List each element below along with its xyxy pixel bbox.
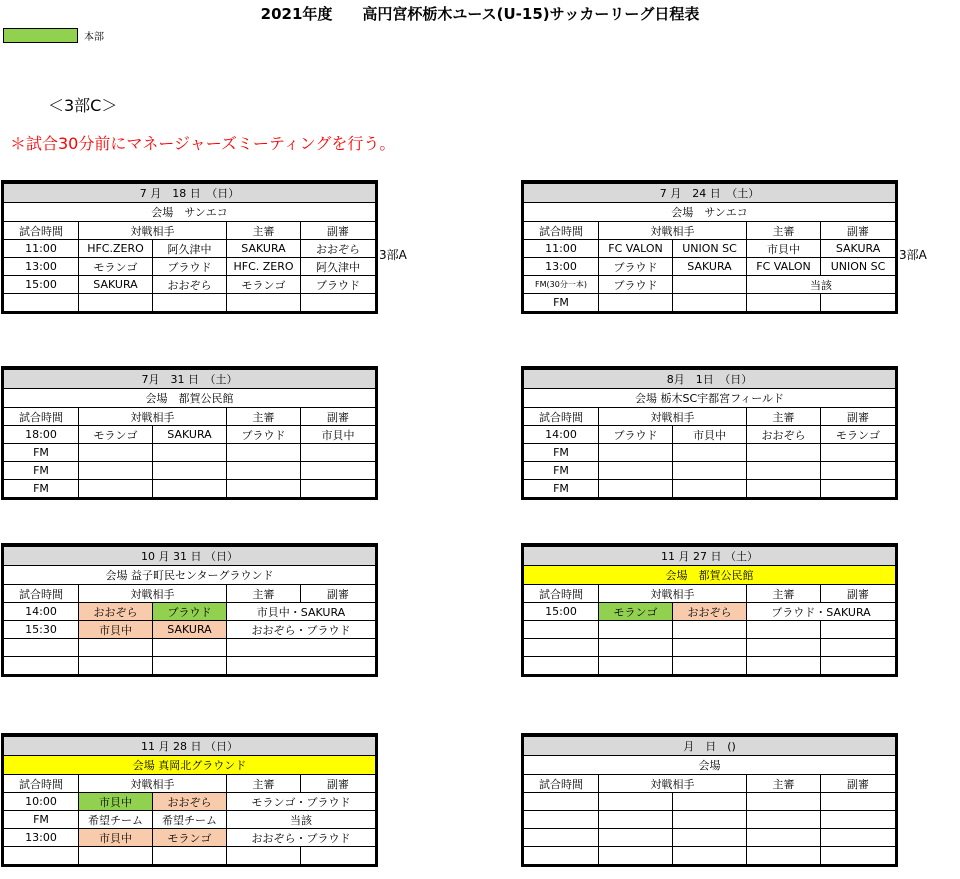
venue-name: 会場 真岡北グラウンド [4, 756, 376, 775]
team-2: おおぞら [673, 603, 747, 621]
officials: 市貝中・SAKURA [227, 603, 376, 621]
header-assistant: 副審 [821, 585, 896, 603]
match-row [4, 847, 376, 865]
match-row [4, 294, 376, 312]
header-time: 試合時間 [4, 222, 79, 240]
match-row [524, 639, 896, 657]
match-row [524, 240, 896, 258]
match-row [4, 426, 376, 444]
assistant-referee [301, 294, 376, 312]
match-time: 13:00 [524, 258, 599, 276]
team-1 [599, 480, 673, 498]
team-2 [673, 294, 747, 312]
team-2 [153, 480, 227, 498]
match-time: FM [524, 462, 599, 480]
match-time: FM [4, 811, 79, 829]
match-time [524, 829, 599, 847]
date-row [524, 183, 896, 203]
header-opponents: 対戦相手 [79, 585, 227, 603]
header-opponents: 対戦相手 [79, 408, 227, 426]
match-row [524, 603, 896, 621]
team-2: SAKURA [673, 258, 747, 276]
team-1 [599, 847, 673, 865]
team-1: SAKURA [79, 276, 153, 294]
team-2 [153, 639, 227, 657]
match-row [4, 793, 376, 811]
team-1: 市貝中 [79, 793, 153, 811]
team-1 [599, 811, 673, 829]
match-time: 15:30 [4, 621, 79, 639]
team-1 [599, 294, 673, 312]
page-title: 2021年度 高円宮杯栃木ユース(U-15)サッカーリーグ日程表 [260, 5, 700, 23]
schedule-table [3, 735, 376, 865]
referee: HFC. ZERO [227, 258, 301, 276]
team-1: モランゴ [79, 258, 153, 276]
team-1: 希望チーム [79, 811, 153, 829]
team-2 [673, 276, 747, 294]
officials [227, 639, 376, 657]
match-row [4, 258, 376, 276]
team-2: おおぞら [153, 793, 227, 811]
match-time [4, 639, 79, 657]
header-row [4, 775, 376, 793]
match-date: 月 日 () [524, 736, 896, 756]
venue-row [4, 756, 376, 775]
header-opponents: 対戦相手 [599, 585, 747, 603]
match-time [524, 811, 599, 829]
team-1: 市貝中 [79, 621, 153, 639]
side-note: 3部A [899, 248, 927, 262]
team-2: ブラウド [153, 258, 227, 276]
schedule-block [521, 733, 898, 867]
team-2 [153, 847, 227, 865]
referee: FC VALON [747, 258, 821, 276]
officials: おおぞら・ブラウド [227, 621, 376, 639]
match-row [4, 276, 376, 294]
schedule-table [3, 182, 376, 312]
match-row [524, 811, 896, 829]
match-time: 14:00 [524, 426, 599, 444]
date-row [524, 369, 896, 389]
assistant-referee [301, 444, 376, 462]
team-2 [673, 657, 747, 675]
header-row [524, 222, 896, 240]
schedule-block [521, 543, 898, 677]
team-2: ブラウド [153, 603, 227, 621]
team-2 [673, 811, 747, 829]
team-1 [79, 480, 153, 498]
header-referee: 主審 [227, 585, 301, 603]
venue-name: 会場 サンエコ [524, 203, 896, 222]
assistant-referee [821, 811, 896, 829]
match-time [4, 657, 79, 675]
assistant-referee [821, 294, 896, 312]
assistant-referee [821, 657, 896, 675]
team-2 [153, 657, 227, 675]
header-time: 試合時間 [524, 775, 599, 793]
header-referee: 主審 [227, 775, 301, 793]
team-1 [79, 657, 153, 675]
venue-row [4, 389, 376, 408]
referee [227, 294, 301, 312]
referee [227, 847, 301, 865]
venue-name: 会場 益子町民センターグラウンド [4, 566, 376, 585]
header-assistant: 副審 [821, 775, 896, 793]
header-time: 試合時間 [524, 222, 599, 240]
schedule-table [3, 545, 376, 675]
assistant-referee [301, 480, 376, 498]
header-time: 試合時間 [4, 408, 79, 426]
match-time: FM [4, 480, 79, 498]
match-row [524, 847, 896, 865]
header-time: 試合時間 [4, 775, 79, 793]
date-row [4, 183, 376, 203]
match-row [4, 811, 376, 829]
match-row [524, 294, 896, 312]
match-row [4, 444, 376, 462]
meeting-notice: ＊試合30分前にマネージャーズミーティングを行う。 [10, 134, 396, 153]
referee [227, 480, 301, 498]
referee [747, 444, 821, 462]
assistant-referee: SAKURA [821, 240, 896, 258]
header-time: 試合時間 [524, 585, 599, 603]
team-1: FC VALON [599, 240, 673, 258]
match-row [524, 657, 896, 675]
assistant-referee [301, 847, 376, 865]
referee: おおぞら [747, 426, 821, 444]
match-row [524, 444, 896, 462]
header-assistant: 副審 [301, 222, 376, 240]
header-row [524, 775, 896, 793]
match-row [524, 426, 896, 444]
match-time [524, 657, 599, 675]
team-2: おおぞら [153, 276, 227, 294]
assistant-referee [301, 462, 376, 480]
header-opponents: 対戦相手 [79, 775, 227, 793]
date-row [524, 736, 896, 756]
schedule-block [1, 543, 378, 677]
officials: モランゴ・ブラウド [227, 793, 376, 811]
team-2: SAKURA [153, 426, 227, 444]
match-time [524, 621, 599, 639]
date-row [4, 369, 376, 389]
match-date: 7 月 24 日 （土） [524, 183, 896, 203]
match-time: 15:00 [524, 603, 599, 621]
team-1 [79, 847, 153, 865]
match-time: 15:00 [4, 276, 79, 294]
match-time: 18:00 [4, 426, 79, 444]
header-referee: 主審 [227, 222, 301, 240]
venue-row [524, 756, 896, 775]
header-time: 試合時間 [524, 408, 599, 426]
match-row [4, 639, 376, 657]
division-heading: ＜3部C＞ [48, 96, 118, 115]
date-row [524, 546, 896, 566]
match-time: 11:00 [4, 240, 79, 258]
team-1: モランゴ [79, 426, 153, 444]
team-1 [599, 462, 673, 480]
match-row [4, 462, 376, 480]
header-time: 試合時間 [4, 585, 79, 603]
header-referee: 主審 [747, 775, 821, 793]
referee [747, 294, 821, 312]
team-2 [153, 294, 227, 312]
schedule-table [3, 368, 376, 498]
venue-name: 会場 [524, 756, 896, 775]
match-row [4, 829, 376, 847]
match-time [524, 793, 599, 811]
header-opponents: 対戦相手 [79, 222, 227, 240]
venue-row [4, 566, 376, 585]
referee [227, 462, 301, 480]
team-1 [79, 639, 153, 657]
header-assistant: 副審 [301, 775, 376, 793]
venue-name: 会場 サンエコ [4, 203, 376, 222]
team-1 [599, 444, 673, 462]
match-date: 10 月 31 日 （日） [4, 546, 376, 566]
match-time: 11:00 [524, 240, 599, 258]
side-note: 3部A [379, 248, 407, 262]
team-1: 市貝中 [79, 829, 153, 847]
officials: 当該 [747, 276, 896, 294]
date-row [4, 736, 376, 756]
assistant-referee: ブラウド [301, 276, 376, 294]
referee [747, 621, 821, 639]
schedule-block [1, 366, 378, 500]
referee [227, 444, 301, 462]
team-1: ブラウド [599, 426, 673, 444]
referee [747, 462, 821, 480]
match-row [524, 793, 896, 811]
match-date: 11 月 28 日 （日） [4, 736, 376, 756]
match-time: 14:00 [4, 603, 79, 621]
header-assistant: 副審 [821, 222, 896, 240]
match-row [4, 240, 376, 258]
match-time: FM [4, 444, 79, 462]
match-date: 8月 1日 （日） [524, 369, 896, 389]
match-time: 10:00 [4, 793, 79, 811]
legend-label: 本部 [84, 32, 104, 43]
header-row [524, 585, 896, 603]
assistant-referee [821, 793, 896, 811]
team-1 [599, 639, 673, 657]
schedule-block [521, 366, 898, 500]
assistant-referee [821, 444, 896, 462]
match-time [524, 639, 599, 657]
match-time: FM [524, 480, 599, 498]
team-1: おおぞら [79, 603, 153, 621]
header-row [4, 222, 376, 240]
header-row [4, 408, 376, 426]
schedule-table [523, 545, 896, 675]
header-row [4, 585, 376, 603]
match-time [524, 847, 599, 865]
match-row [524, 258, 896, 276]
team-1: ブラウド [599, 258, 673, 276]
referee: ブラウド [227, 426, 301, 444]
header-row [524, 408, 896, 426]
team-1 [599, 829, 673, 847]
match-time: 13:00 [4, 829, 79, 847]
assistant-referee: 市貝中 [301, 426, 376, 444]
match-time: 13:00 [4, 258, 79, 276]
team-1: モランゴ [599, 603, 673, 621]
venue-name: 会場 栃木SC宇都宮フィールド [524, 389, 896, 408]
team-2: 阿久津中 [153, 240, 227, 258]
assistant-referee [821, 847, 896, 865]
schedule-table [523, 735, 896, 865]
team-2 [673, 829, 747, 847]
schedule-table [523, 368, 896, 498]
header-referee: 主審 [227, 408, 301, 426]
date-row [4, 546, 376, 566]
team-1 [599, 621, 673, 639]
assistant-referee: モランゴ [821, 426, 896, 444]
officials: ブラウド・SAKURA [747, 603, 896, 621]
venue-row [524, 389, 896, 408]
team-1 [599, 793, 673, 811]
team-1 [79, 444, 153, 462]
schedule-table [523, 182, 896, 312]
header-opponents: 対戦相手 [599, 222, 747, 240]
team-2 [153, 462, 227, 480]
referee [747, 811, 821, 829]
venue-row [4, 203, 376, 222]
officials [227, 657, 376, 675]
legend [3, 28, 104, 43]
schedule-block [521, 180, 898, 314]
schedule-block [1, 180, 378, 314]
assistant-referee [821, 462, 896, 480]
match-row [524, 480, 896, 498]
venue-name: 会場 都賀公民館 [4, 389, 376, 408]
match-row [524, 462, 896, 480]
assistant-referee [821, 621, 896, 639]
header-referee: 主審 [747, 585, 821, 603]
match-date: 7 月 18 日 （日） [4, 183, 376, 203]
team-1 [599, 657, 673, 675]
legend-swatch [3, 28, 78, 43]
assistant-referee: 阿久津中 [301, 258, 376, 276]
team-1 [79, 294, 153, 312]
match-time [4, 847, 79, 865]
team-2 [673, 480, 747, 498]
team-2: UNION SC [673, 240, 747, 258]
referee [747, 793, 821, 811]
header-referee: 主審 [747, 408, 821, 426]
match-date: 7月 31 日 （土） [4, 369, 376, 389]
referee [747, 657, 821, 675]
referee [747, 847, 821, 865]
assistant-referee: おおぞら [301, 240, 376, 258]
match-row [4, 621, 376, 639]
header-referee: 主審 [747, 222, 821, 240]
match-row [524, 276, 896, 294]
team-1: ブラウド [599, 276, 673, 294]
referee [747, 639, 821, 657]
match-time: FM(30分一本) [524, 276, 599, 294]
referee: SAKURA [227, 240, 301, 258]
team-2: SAKURA [153, 621, 227, 639]
venue-row [524, 203, 896, 222]
team-2 [673, 793, 747, 811]
header-assistant: 副審 [301, 585, 376, 603]
team-2 [673, 847, 747, 865]
match-time: FM [524, 294, 599, 312]
match-date: 11 月 27 日 （土） [524, 546, 896, 566]
header-opponents: 対戦相手 [599, 408, 747, 426]
header-assistant: 副審 [301, 408, 376, 426]
team-2 [673, 444, 747, 462]
officials: 当該 [227, 811, 376, 829]
team-2: 市貝中 [673, 426, 747, 444]
match-row [4, 480, 376, 498]
assistant-referee: UNION SC [821, 258, 896, 276]
team-2: モランゴ [153, 829, 227, 847]
team-2 [673, 621, 747, 639]
team-2 [153, 444, 227, 462]
referee [747, 829, 821, 847]
header-opponents: 対戦相手 [599, 775, 747, 793]
venue-name: 会場 都賀公民館 [524, 566, 896, 585]
assistant-referee [821, 480, 896, 498]
match-time: FM [524, 444, 599, 462]
team-1 [79, 462, 153, 480]
referee: モランゴ [227, 276, 301, 294]
referee: 市貝中 [747, 240, 821, 258]
assistant-referee [821, 829, 896, 847]
match-time [4, 294, 79, 312]
match-row [524, 621, 896, 639]
team-2: 希望チーム [153, 811, 227, 829]
match-row [4, 657, 376, 675]
team-1: HFC.ZERO [79, 240, 153, 258]
match-row [524, 829, 896, 847]
assistant-referee [821, 639, 896, 657]
team-2 [673, 462, 747, 480]
header-assistant: 副審 [821, 408, 896, 426]
match-row [4, 603, 376, 621]
referee [747, 480, 821, 498]
officials: おおぞら・ブラウド [227, 829, 376, 847]
match-time: FM [4, 462, 79, 480]
schedule-block [1, 733, 378, 867]
venue-row [524, 566, 896, 585]
team-2 [673, 639, 747, 657]
